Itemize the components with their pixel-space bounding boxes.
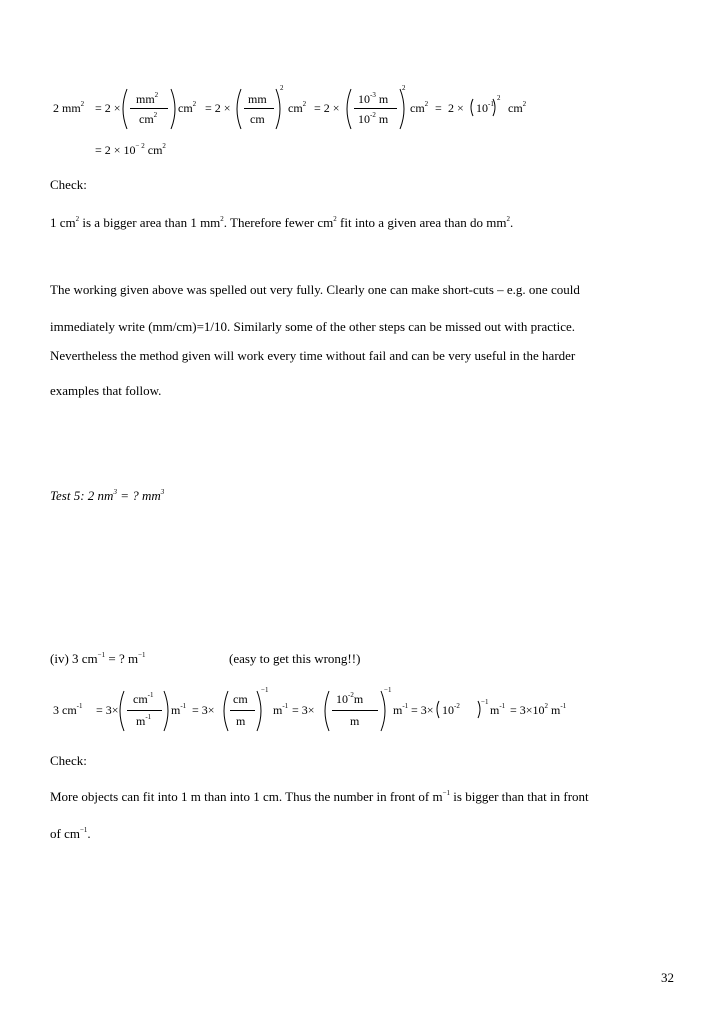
eq2-unit-m: $m^{-1}$	[490, 702, 506, 717]
eq1-exp: 2	[280, 84, 284, 92]
check2-line: of $cm^{-1}$.	[50, 826, 91, 841]
eq2-eq3x: = 3×	[96, 703, 119, 717]
paren-left	[224, 691, 228, 731]
eq1-frac2-num: mm	[248, 92, 267, 106]
paragraph-line: The working given above was spelled out very fully. Clearly one can make short-cuts – e.g. one could	[50, 282, 580, 297]
check-heading: Check:	[50, 177, 87, 192]
iv-note: (easy to get this wrong!!)	[229, 651, 361, 666]
paren-left	[123, 89, 127, 129]
eq1-eq: =	[435, 101, 442, 115]
eq1-unit-cm: $cm^2$	[508, 100, 527, 115]
eq1-times: 2 ×	[448, 101, 464, 115]
eq2-lhs: 3 $cm^{-1}$	[53, 702, 83, 717]
eq1-line2: = $2 \times 10^{- 2}$ $cm^2$	[95, 142, 166, 157]
paren-left	[347, 89, 351, 129]
eq1-unit-cm: $cm^2$	[178, 100, 197, 115]
eq1-frac1-num: $mm^2$	[136, 91, 159, 106]
paren-left	[471, 99, 473, 116]
paren-right	[400, 89, 404, 129]
eq1-frac1-den: $cm^2$	[139, 111, 158, 126]
eq2-eq3x: = 3×	[192, 703, 215, 717]
eq2-unit-m: $m^{-1}$	[171, 702, 187, 717]
eq1-lhs: 2 $mm^2$	[53, 100, 85, 115]
eq2-frac1-den: $m^{-1}$	[136, 713, 152, 728]
page-number: 32	[661, 970, 674, 985]
eq2-frac3-den: m	[350, 714, 360, 728]
eq1-unit-cm: $cm^2$	[288, 100, 307, 115]
eq1-ten-neg1: $10^{-1}$	[476, 100, 494, 115]
check2-line: More objects can fit into 1 m than into 1 cm. Thus the number in front of $m^{-1}$ is bigger than that in front	[50, 789, 589, 804]
eq1-frac3-num: $10^{-3}$ m	[358, 91, 389, 106]
eq1-eq-two-times: = 2 ×	[205, 101, 231, 115]
fraction-bar	[354, 108, 397, 109]
test5-heading: Test 5: 2 $nm^3$ = ? $mm^3$	[50, 488, 165, 503]
fraction-bar	[127, 710, 162, 711]
fraction-bar	[332, 710, 378, 711]
eq2-exp: −1	[384, 686, 392, 694]
eq2-frac2-den: m	[236, 714, 246, 728]
eq2-frac3-num: $10^{-2}m$	[336, 691, 364, 706]
eq1-frac3-den: $10^{-2}$ m	[358, 111, 389, 126]
paren-right	[164, 691, 168, 731]
check-heading: Check:	[50, 753, 87, 768]
eq2-unit-m: $m^{-1}$	[273, 702, 289, 717]
paragraph-line: immediately write (mm/cm)=1/10. Similarly some of the other steps can be missed out with practice.	[50, 319, 576, 334]
eq2-final: = $3\times 10^2$ $m^{-1}$	[510, 702, 567, 717]
iv-heading: (iv) 3 $cm^{-1}$ = ? $m^{-1}$	[50, 651, 146, 666]
eq2-eq3x: = 3×	[292, 703, 315, 717]
paren-right	[171, 89, 175, 129]
eq2-exp: −1	[261, 686, 269, 694]
eq2-frac1-num: $cm^{-1}$	[133, 691, 154, 706]
eq1-exp: 2	[497, 94, 501, 102]
eq1-eq-two-times: = 2 ×	[95, 101, 121, 115]
fraction-bar	[230, 710, 255, 711]
eq2-unit-m: $m^{-1}$	[393, 702, 409, 717]
fraction-bar	[244, 108, 274, 109]
paren-left	[437, 701, 439, 718]
paragraph-line: Nevertheless the method given will work every time without fail and can be very useful in the harder	[50, 348, 576, 363]
eq1-frac2-den: cm	[250, 112, 265, 126]
eq2-ten-neg2: $10^{-2}$	[442, 702, 460, 717]
paren-right	[276, 89, 280, 129]
paren-left	[237, 89, 241, 129]
paren-left	[120, 691, 124, 731]
eq1-unit-cm: $cm^2$	[410, 100, 429, 115]
eq2-frac2-num: cm	[233, 692, 248, 706]
check1-text: 1 $cm^2$ is a bigger area than 1 $mm^2$. Therefore fewer $cm^2$ fit into a given area than do $mm^2$.	[50, 215, 514, 230]
paren-right	[478, 701, 480, 718]
paragraph-line: examples that follow.	[50, 383, 162, 398]
paren-right	[257, 691, 261, 731]
eq2-exp: −1	[481, 698, 489, 706]
eq2-eq3x: = 3×	[411, 703, 434, 717]
eq1-eq-two-times: = 2 ×	[314, 101, 340, 115]
eq1-exp: 2	[402, 84, 406, 92]
paren-left	[325, 691, 329, 731]
paren-right	[381, 691, 385, 731]
fraction-bar	[130, 108, 168, 109]
